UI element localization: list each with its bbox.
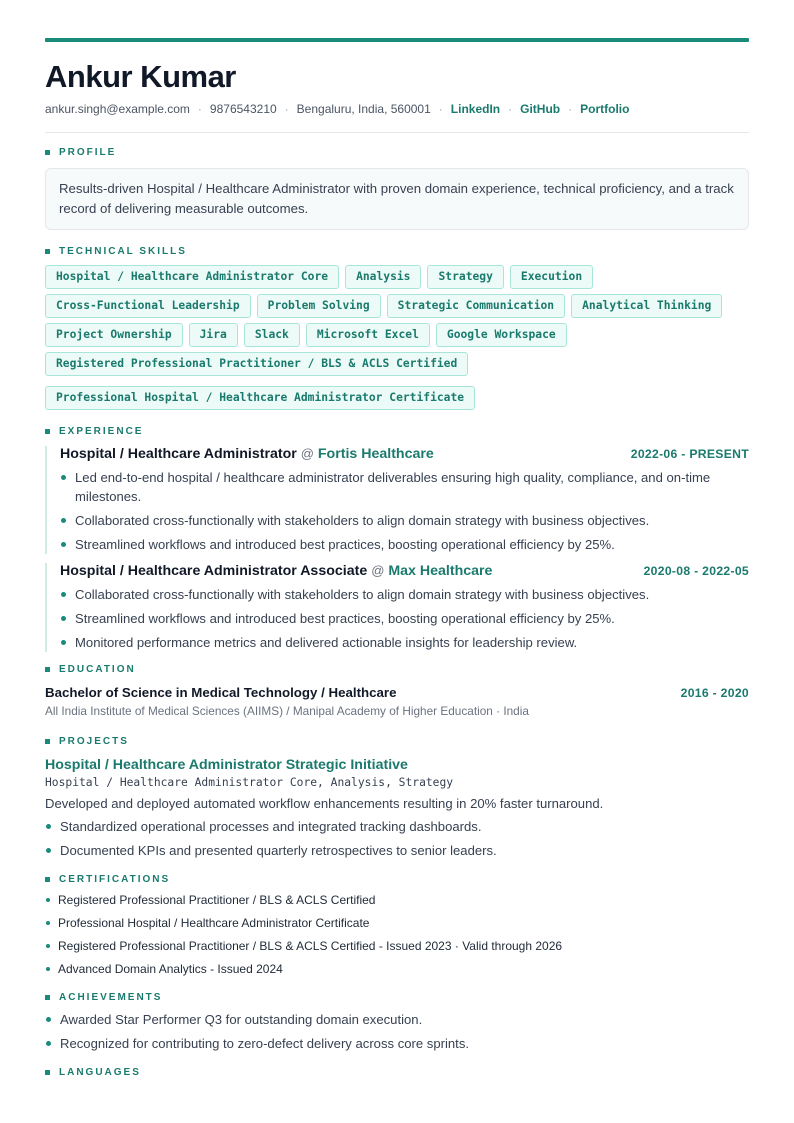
resume-page	[45, 0, 749, 1078]
job-bullets	[60, 468, 749, 554]
section-title-text: LANGUAGES	[59, 1067, 141, 1078]
education-school: All India Institute of Medical Sciences (AIIMS) / Manipal Academy of Higher Education · India	[45, 704, 529, 718]
section-marker-icon	[45, 995, 50, 1000]
email-text: ankur.singh@example.com	[45, 102, 190, 116]
separator: ·	[568, 102, 573, 116]
job-company: Max Healthcare	[388, 563, 493, 579]
separator: ·	[438, 102, 443, 116]
section-title-text: EXPERIENCE	[59, 426, 144, 437]
job-company: Fortis Healthcare	[317, 446, 434, 462]
skill-tag: Jira	[189, 323, 238, 347]
section-marker-icon	[45, 150, 50, 155]
skill-tag: Project Ownership	[45, 323, 183, 347]
job-bullet: Led end-to-end hospital / healthcare administrator deliverables ensuring high quality, compliance, and on-time milestones.	[60, 468, 749, 506]
section-title-skills	[45, 246, 749, 257]
skill-tag: Execution	[510, 265, 593, 289]
portfolio-link[interactable]: Portfolio	[580, 102, 630, 116]
section-marker-icon	[45, 877, 50, 882]
location-text: Bengaluru, India, 560001	[296, 102, 431, 116]
section-title-text: PROJECTS	[59, 736, 129, 747]
skill-tag: Analysis	[345, 265, 421, 289]
section-marker-icon	[45, 429, 50, 434]
experience-entry	[45, 446, 749, 554]
skill-tag: Strategic Communication	[387, 294, 565, 318]
certification-item: Registered Professional Practitioner / BLS & ACLS Certified	[45, 891, 749, 909]
achievement-item: Awarded Star Performer Q3 for outstanding domain execution.	[45, 1010, 749, 1029]
profile-summary: Results-driven Hospital / Healthcare Administrator with proven domain experience, technical proficiency, and a track record of delivering measurable outcomes.	[45, 168, 749, 230]
project-description: Developed and deployed automated workflow enhancements resulting in 20% faster turnaround.	[45, 796, 604, 811]
section-title-languages	[45, 1067, 749, 1078]
project-bullet: Standardized operational processes and integrated tracking dashboards.	[45, 817, 749, 836]
project-bullets	[45, 817, 749, 860]
contact-line	[45, 102, 749, 116]
section-marker-icon	[45, 1070, 50, 1075]
linkedin-link[interactable]: LinkedIn	[450, 102, 501, 116]
section-title-text: ACHIEVEMENTS	[59, 992, 163, 1003]
job-title	[60, 446, 434, 462]
skill-tag: Analytical Thinking	[571, 294, 722, 318]
experience-entry	[45, 563, 749, 652]
job-bullet: Collaborated cross-functionally with stakeholders to align domain strategy with business objectives.	[60, 585, 749, 604]
header-divider	[45, 132, 749, 133]
certifications-list	[45, 891, 749, 978]
skill-tag: Professional Hospital / Healthcare Administrator Certificate	[45, 386, 475, 410]
section-marker-icon	[45, 667, 50, 672]
education-header	[45, 685, 749, 700]
section-title-text: EDUCATION	[59, 664, 136, 675]
section-title-experience	[45, 426, 749, 437]
project-bullet: Documented KPIs and presented quarterly retrospectives to senior leaders.	[45, 841, 749, 860]
skill-tag: Strategy	[427, 265, 503, 289]
section-title-certifications	[45, 874, 749, 885]
section-title-education	[45, 664, 749, 675]
job-header	[60, 446, 749, 462]
section-title-profile	[45, 147, 749, 158]
github-link[interactable]: GitHub	[520, 102, 561, 116]
certification-item: Registered Professional Practitioner / BLS & ACLS Certified - Issued 2023 · Valid through 2026	[45, 937, 749, 955]
at-symbol: @	[371, 563, 385, 578]
job-bullet: Collaborated cross-functionally with stakeholders to align domain strategy with business objectives.	[60, 511, 749, 530]
section-title-text: PROFILE	[59, 147, 117, 158]
section-marker-icon	[45, 249, 50, 254]
achievements-list	[45, 1010, 749, 1053]
skill-tag: Problem Solving	[257, 294, 381, 318]
job-bullet: Streamlined workflows and introduced best practices, boosting operational efficiency by 25%.	[60, 609, 749, 628]
job-title	[60, 563, 492, 579]
section-title-projects	[45, 736, 749, 747]
skill-tag: Hospital / Healthcare Administrator Core	[45, 265, 339, 289]
job-header	[60, 563, 749, 579]
certification-item: Professional Hospital / Healthcare Administrator Certificate	[45, 914, 749, 932]
job-role: Hospital / Healthcare Administrator	[60, 446, 297, 462]
section-marker-icon	[45, 739, 50, 744]
job-dates: 2020-08 - 2022-05	[643, 564, 749, 578]
phone-text: 9876543210	[209, 102, 277, 116]
skills-tag-list	[45, 265, 749, 410]
education-dates: 2016 - 2020	[680, 686, 749, 700]
job-role: Hospital / Healthcare Administrator Associate	[60, 563, 368, 579]
project-tech-stack: Hospital / Healthcare Administrator Core, Analysis, Strategy	[45, 776, 454, 789]
skill-tag: Microsoft Excel	[306, 323, 430, 347]
separator: ·	[508, 102, 513, 116]
section-title-achievements	[45, 992, 749, 1003]
certification-item: Advanced Domain Analytics - Issued 2024	[45, 960, 749, 978]
skill-tag: Registered Professional Practitioner / BLS & ACLS Certified	[45, 352, 468, 376]
separator: ·	[284, 102, 289, 116]
section-title-text: TECHNICAL SKILLS	[59, 246, 187, 257]
top-accent-rule	[45, 38, 749, 42]
skill-tag: Slack	[244, 323, 300, 347]
project-title: Hospital / Healthcare Administrator Strategic Initiative	[45, 757, 408, 773]
job-dates: 2022-06 - PRESENT	[630, 447, 749, 461]
education-degree: Bachelor of Science in Medical Technology / Healthcare	[45, 685, 397, 700]
job-bullet: Streamlined workflows and introduced best practices, boosting operational efficiency by 25%.	[60, 535, 749, 554]
job-bullets	[60, 585, 749, 652]
at-symbol: @	[300, 446, 314, 461]
section-title-text: CERTIFICATIONS	[59, 874, 171, 885]
candidate-name: Ankur Kumar	[45, 59, 236, 94]
skill-tag: Cross-Functional Leadership	[45, 294, 251, 318]
job-bullet: Monitored performance metrics and delivered actionable insights for leadership review.	[60, 633, 749, 652]
separator: ·	[197, 102, 202, 116]
skill-tag: Google Workspace	[436, 323, 567, 347]
achievement-item: Recognized for contributing to zero-defect delivery across core sprints.	[45, 1034, 749, 1053]
